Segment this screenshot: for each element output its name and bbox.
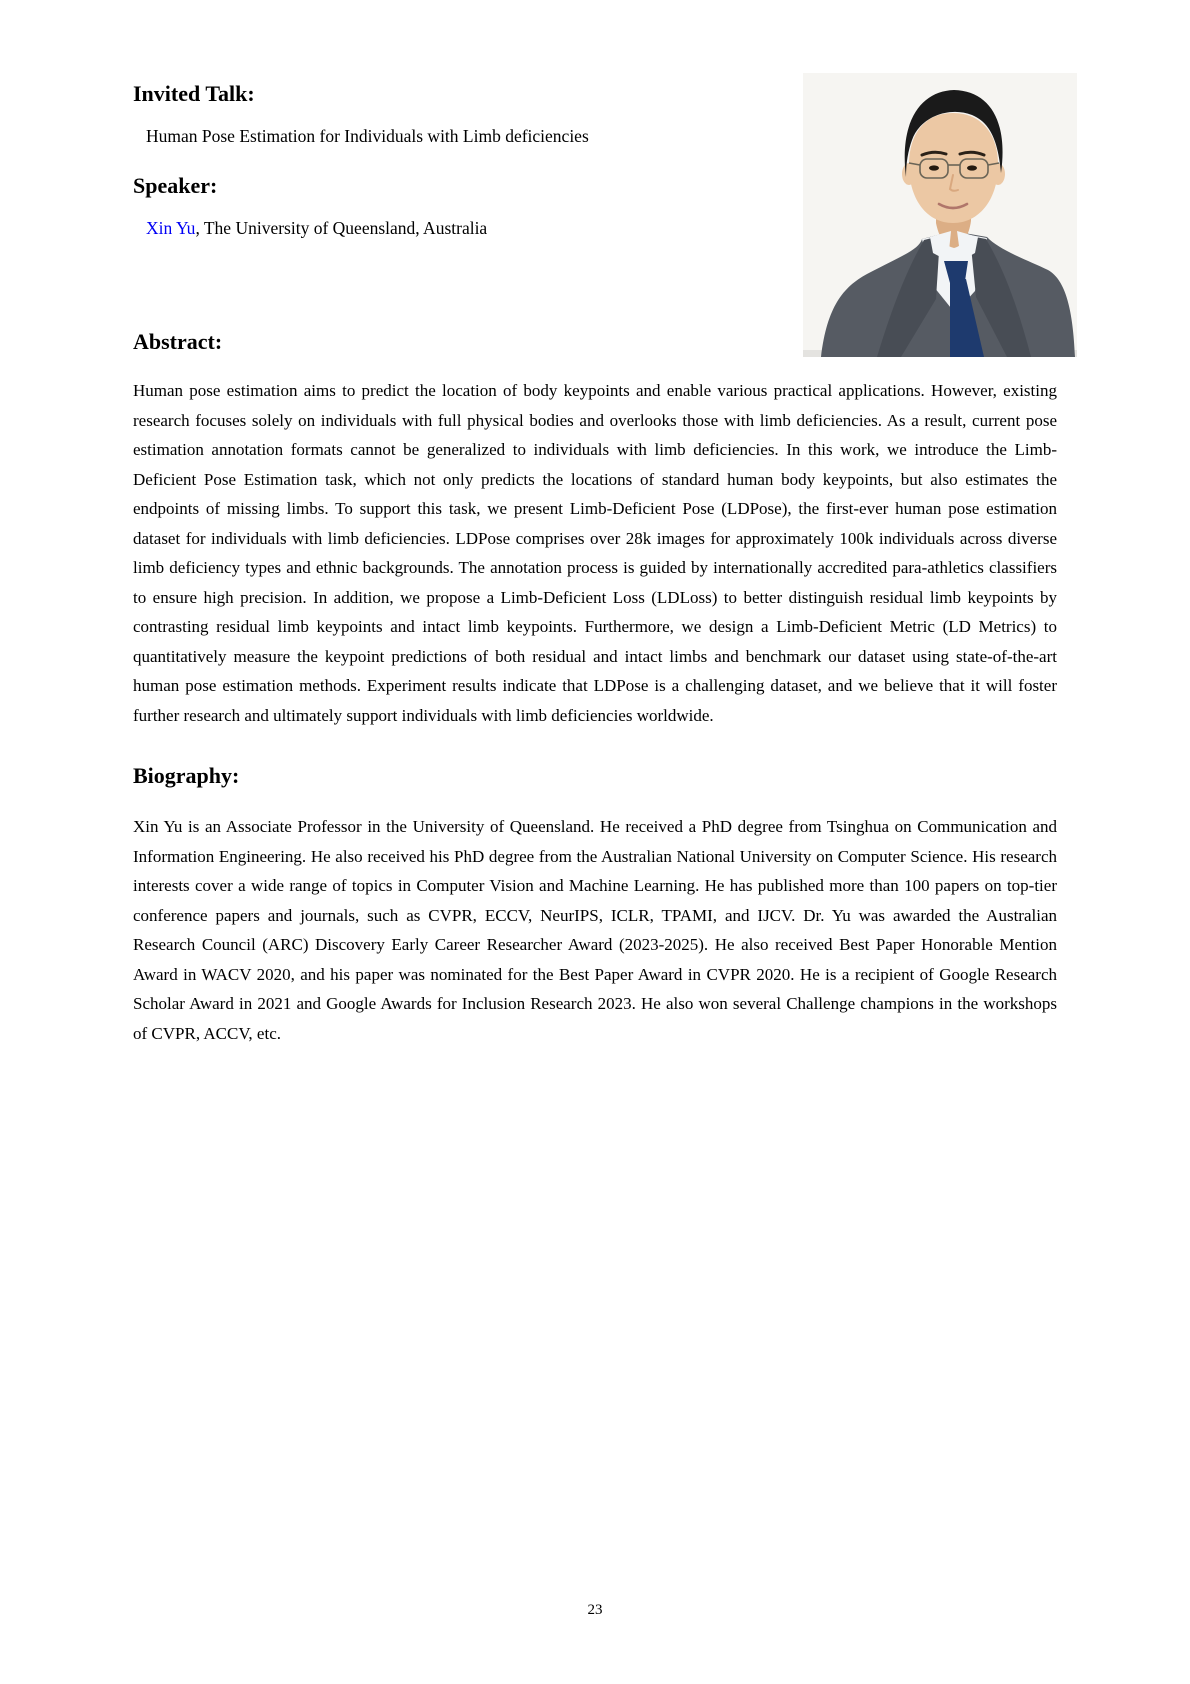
biography-heading: Biography: — [133, 763, 240, 788]
speaker-name-link[interactable]: Xin Yu — [146, 218, 196, 238]
abstract-text: Human pose estimation aims to predict the location of body keypoints and enable various practical applications. However, existing research focuses solely on individuals with full physical bodies and overlooks those with limb deficiencies. As a result, current pose estimation annotation formats cannot be generalized to individuals with limb deficiencies. In this work, we introduce the Limb-Deficient Pose Estimation task, which not only predicts the locations of standard human body keypoints, but also estimates the endpoints of missing limbs. To support this task, we present Limb-Deficient Pose (LDPose), the first-ever human pose estimation dataset for individuals with limb deficiencies. LDPose comprises over 28k images for approximately 100k individuals across diverse limb deficiency types and ethnic backgrounds. The annotation process is guided by internationally accredited para-athletics classifiers to ensure high precision. In addition, we propose a Limb-Deficient Loss (LDLoss) to better distinguish residual limb keypoints by contrasting residual limb keypoints and intact limb keypoints. Furthermore, we design a Limb-Deficient Metric (LD Metrics) to quantitatively measure the keypoint predictions of both residual and intact limbs and benchmark our dataset using state-of-the-art human pose estimation methods. Experiment results indicate that LDPose is a challenging dataset, and we believe that it will foster further research and ultimately support individuals with limb deficiencies worldwide. — [133, 381, 1057, 725]
speaker-photo — [803, 73, 1077, 357]
speaker-heading: Speaker: — [133, 173, 218, 198]
invited-talk-heading: Invited Talk: — [133, 81, 255, 106]
speaker-affiliation: , The University of Queensland, Australia — [195, 218, 488, 238]
talk-title: Human Pose Estimation for Individuals with Limb deficiencies — [146, 126, 589, 146]
abstract-heading: Abstract: — [133, 329, 223, 354]
biography-text: Xin Yu is an Associate Professor in the University of Queensland. He received a PhD degree from Tsinghua on Communication and Information Engineering. He also received his PhD degree from the Australian National University on Computer Science. His research interests cover a wide range of topics in Computer Vision and Machine Learning. He has published more than 100 papers on top-tier conference papers and journals, such as CVPR, ECCV, NeurIPS, ICLR, TPAMI, and IJCV. Dr. Yu was awarded the Australian Research Council (ARC) Discovery Early Career Researcher Award (2023-2025). He also received Best Paper Honorable Mention Award in WACV 2020, and his paper was nominated for the Best Paper Award in CVPR 2020. He is a recipient of Google Research Scholar Award in 2021 and Google Awards for Inclusion Research 2023. He also won several Challenge champions in the workshops of CVPR, ACCV, etc. — [133, 817, 1057, 1043]
page-number: 23 — [587, 1602, 603, 1618]
